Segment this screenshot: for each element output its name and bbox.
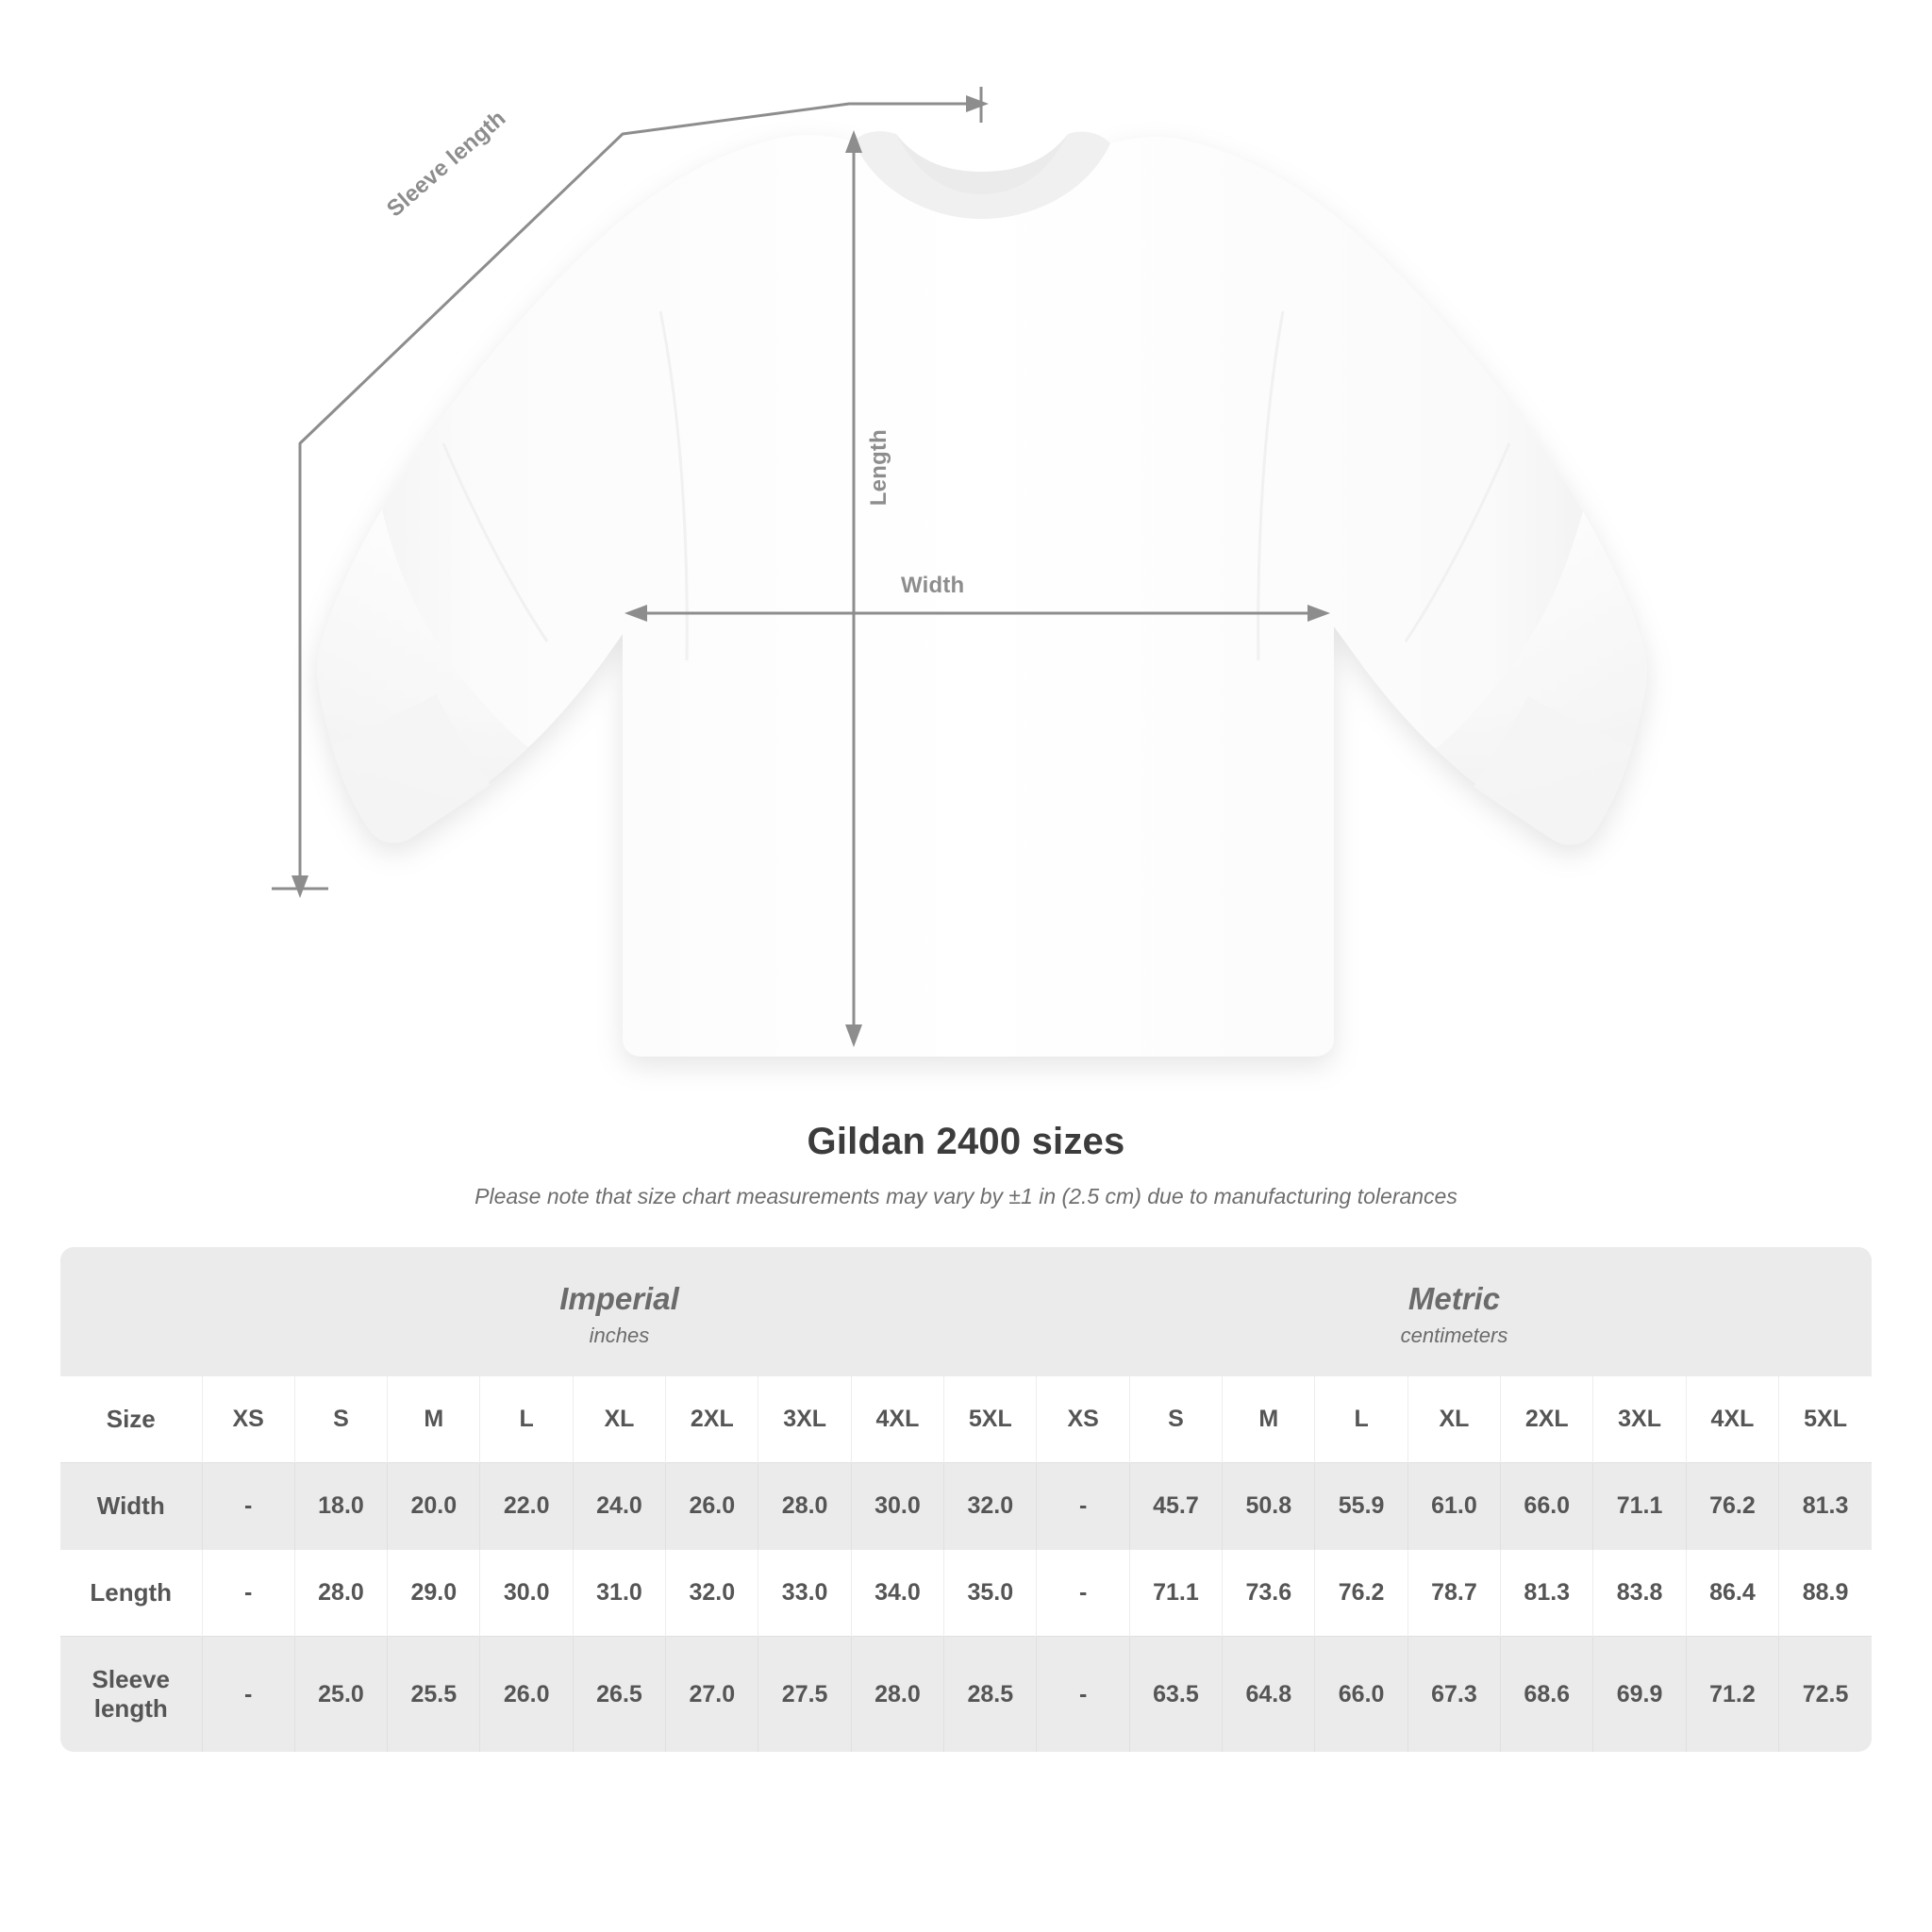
cell-width-metric-s: 45.7 (1129, 1463, 1222, 1550)
cell-width-imperial-xs: - (202, 1463, 294, 1550)
row-label-length: Length (60, 1550, 202, 1637)
cell-sleeve-length-metric-xl: 67.3 (1407, 1637, 1500, 1753)
table-row (60, 1463, 1872, 1550)
size-header-imperial-2xl: 2XL (666, 1376, 758, 1463)
cell-sleeve-length-metric-2xl: 68.6 (1501, 1637, 1593, 1753)
cell-length-metric-l: 76.2 (1315, 1550, 1407, 1637)
cell-width-metric-xs: - (1037, 1463, 1129, 1550)
cell-width-metric-m: 50.8 (1223, 1463, 1315, 1550)
cell-width-metric-2xl: 66.0 (1501, 1463, 1593, 1550)
size-header-imperial-3xl: 3XL (758, 1376, 851, 1463)
cell-length-metric-2xl: 81.3 (1501, 1550, 1593, 1637)
cell-width-metric-l: 55.9 (1315, 1463, 1407, 1550)
size-header-imperial-l: L (480, 1376, 573, 1463)
cell-width-metric-5xl: 81.3 (1779, 1463, 1872, 1550)
cell-width-metric-4xl: 76.2 (1686, 1463, 1778, 1550)
cell-sleeve-length-imperial-m: 25.5 (388, 1637, 480, 1753)
cell-sleeve-length-imperial-5xl: 28.5 (944, 1637, 1037, 1753)
cell-sleeve-length-metric-l: 66.0 (1315, 1637, 1407, 1753)
size-header-imperial-m: M (388, 1376, 480, 1463)
cell-length-metric-3xl: 83.8 (1593, 1550, 1686, 1637)
size-header-metric-s: S (1129, 1376, 1222, 1463)
width-dimension-label: Width (901, 573, 965, 598)
size-header-cell: Size (60, 1376, 202, 1463)
table-corner-cell (60, 1247, 202, 1376)
unit-name: Metric (1407, 1281, 1501, 1316)
cell-width-imperial-4xl: 30.0 (851, 1463, 943, 1550)
cell-width-imperial-m: 20.0 (388, 1463, 480, 1550)
unit-group-header-metric (1037, 1247, 1872, 1376)
table-row (60, 1637, 1872, 1753)
cell-sleeve-length-imperial-s: 25.0 (294, 1637, 387, 1753)
unit-subtitle: centimeters (1400, 1324, 1508, 1348)
row-label-sleeve-length: Sleeve length (60, 1637, 202, 1753)
page-title: Gildan 2400 sizes (807, 1121, 1125, 1162)
title-block (0, 1121, 1932, 1209)
size-table (60, 1247, 1872, 1752)
cell-sleeve-length-imperial-3xl: 27.5 (758, 1637, 851, 1753)
size-header-metric-xs: XS (1037, 1376, 1129, 1463)
length-dimension-label: Length (866, 429, 891, 507)
size-header-metric-xl: XL (1407, 1376, 1500, 1463)
size-header-metric-5xl: 5XL (1779, 1376, 1872, 1463)
size-header-imperial-4xl: 4XL (851, 1376, 943, 1463)
cell-width-imperial-l: 22.0 (480, 1463, 573, 1550)
cell-length-imperial-xl: 31.0 (573, 1550, 665, 1637)
cell-width-imperial-2xl: 26.0 (666, 1463, 758, 1550)
cell-length-imperial-l: 30.0 (480, 1550, 573, 1637)
cell-sleeve-length-imperial-4xl: 28.0 (851, 1637, 943, 1753)
table-row (60, 1550, 1872, 1637)
cell-length-imperial-xs: - (202, 1550, 294, 1637)
cell-sleeve-length-imperial-l: 26.0 (480, 1637, 573, 1753)
cell-width-imperial-s: 18.0 (294, 1463, 387, 1550)
size-header-imperial-xs: XS (202, 1376, 294, 1463)
cell-length-metric-5xl: 88.9 (1779, 1550, 1872, 1637)
cell-sleeve-length-metric-m: 64.8 (1223, 1637, 1315, 1753)
size-header-metric-2xl: 2XL (1501, 1376, 1593, 1463)
unit-name: Imperial (559, 1281, 679, 1316)
cell-sleeve-length-imperial-xs: - (202, 1637, 294, 1753)
cell-width-imperial-3xl: 28.0 (758, 1463, 851, 1550)
unit-group-header-imperial (202, 1247, 1037, 1376)
table-unit-header-row (60, 1247, 1872, 1376)
cell-length-imperial-s: 28.0 (294, 1550, 387, 1637)
cell-length-imperial-2xl: 32.0 (666, 1550, 758, 1637)
cell-length-imperial-m: 29.0 (388, 1550, 480, 1637)
cell-length-imperial-3xl: 33.0 (758, 1550, 851, 1637)
cell-length-metric-xl: 78.7 (1407, 1550, 1500, 1637)
size-table-container (60, 1247, 1872, 1752)
cell-sleeve-length-metric-5xl: 72.5 (1779, 1637, 1872, 1753)
size-header-imperial-s: S (294, 1376, 387, 1463)
cell-width-imperial-5xl: 32.0 (944, 1463, 1037, 1550)
size-header-metric-3xl: 3XL (1593, 1376, 1686, 1463)
cell-length-metric-s: 71.1 (1129, 1550, 1222, 1637)
size-header-metric-m: M (1223, 1376, 1315, 1463)
cell-length-metric-4xl: 86.4 (1686, 1550, 1778, 1637)
row-label-width: Width (60, 1463, 202, 1550)
sleeve-length-dimension-label: Sleeve length (382, 105, 511, 223)
cell-sleeve-length-metric-3xl: 69.9 (1593, 1637, 1686, 1753)
cell-sleeve-length-metric-s: 63.5 (1129, 1637, 1222, 1753)
cell-width-metric-xl: 61.0 (1407, 1463, 1500, 1550)
tolerance-note: Please note that size chart measurements may vary by ±1 in (2.5 cm) due to manufacturing tolerances (475, 1184, 1457, 1208)
unit-subtitle: inches (589, 1324, 650, 1348)
cell-sleeve-length-metric-xs: - (1037, 1637, 1129, 1753)
cell-length-metric-xs: - (1037, 1550, 1129, 1637)
cell-length-metric-m: 73.6 (1223, 1550, 1315, 1637)
size-header-metric-l: L (1315, 1376, 1407, 1463)
table-size-header-row (60, 1376, 1872, 1463)
cell-length-imperial-5xl: 35.0 (944, 1550, 1037, 1637)
cell-sleeve-length-imperial-2xl: 27.0 (666, 1637, 758, 1753)
size-header-imperial-xl: XL (573, 1376, 665, 1463)
cell-width-metric-3xl: 71.1 (1593, 1463, 1686, 1550)
cell-sleeve-length-imperial-xl: 26.5 (573, 1637, 665, 1753)
cell-length-imperial-4xl: 34.0 (851, 1550, 943, 1637)
cell-width-imperial-xl: 24.0 (573, 1463, 665, 1550)
size-header-metric-4xl: 4XL (1686, 1376, 1778, 1463)
size-header-imperial-5xl: 5XL (944, 1376, 1037, 1463)
cell-sleeve-length-metric-4xl: 71.2 (1686, 1637, 1778, 1753)
